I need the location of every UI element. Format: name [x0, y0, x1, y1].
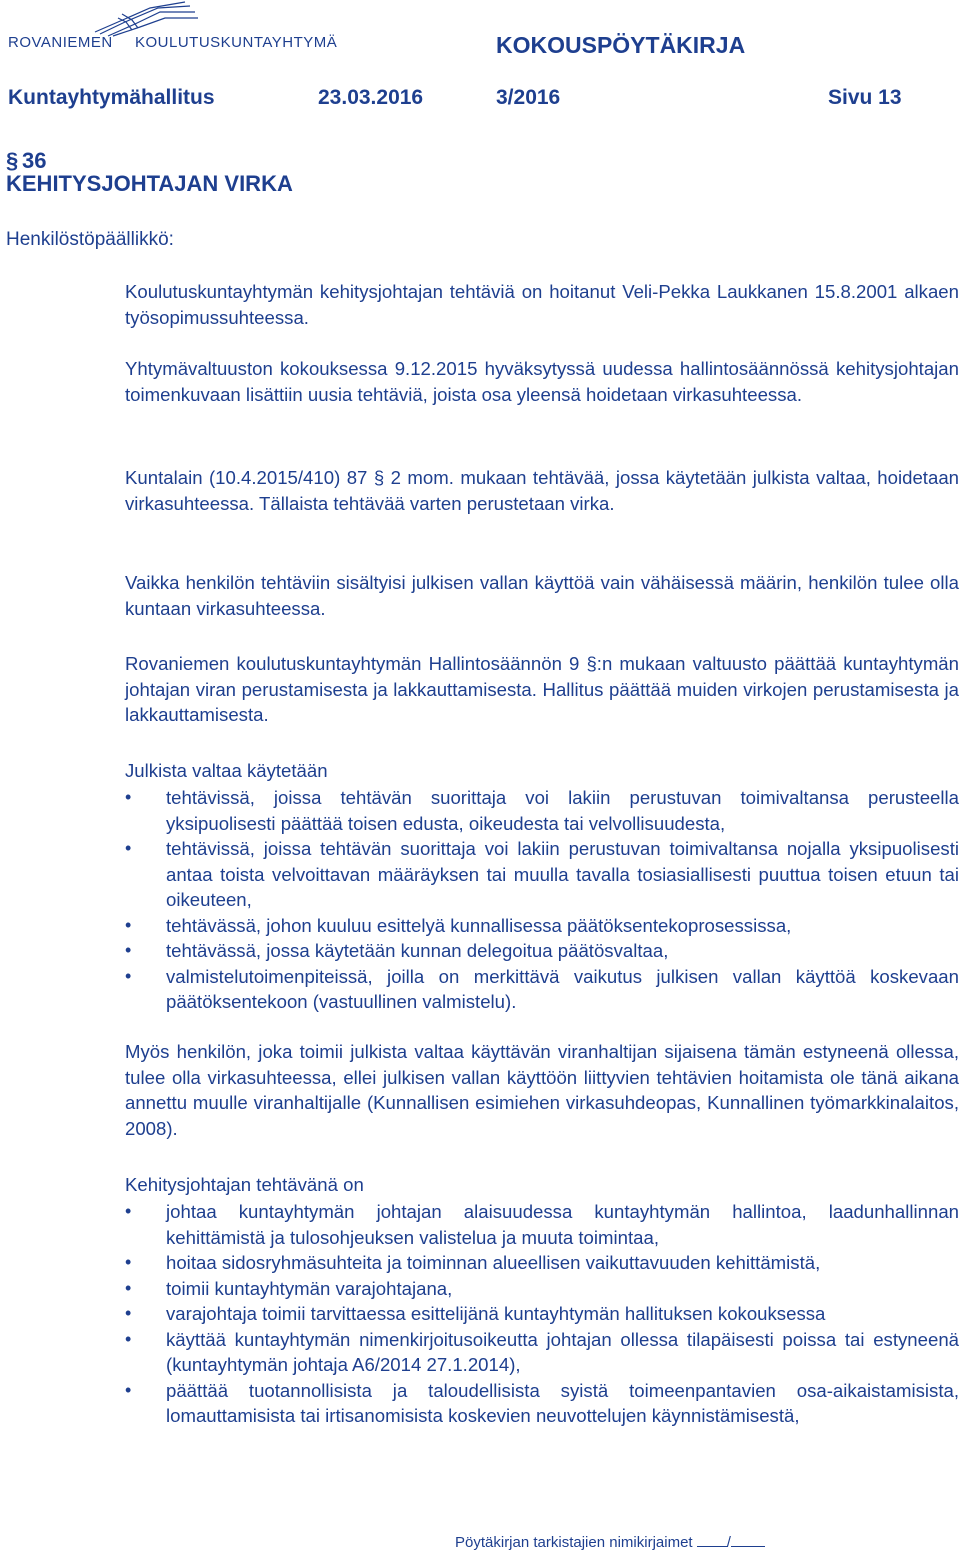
- list-item: • käyttää kuntayhtymän nimenkirjoitusoikeutta johtajan ollessa tilapäisesti poissa tai estyneenä (kuntayhtymän johtaja A6/2014 27.1.2014),: [125, 1327, 959, 1378]
- footer-label: Pöytäkirjan tarkistajien nimikirjaimet: [455, 1534, 693, 1551]
- paragraph-5: [125, 651, 959, 728]
- meeting-number: 3/2016: [496, 86, 561, 109]
- list-item: • johtaa kuntayhtymän johtajan alaisuudessa kuntayhtymän hallintoa, laadunhallinnan kehittämistä ja tulosohjeuksen valistelua ja muuta toimintaa,: [125, 1199, 959, 1250]
- paragraph-text: Vaikka henkilön tehtäviin sisältyisi julkisen vallan käyttöä vain vähäisessä määrin, henkilön tulee olla kuntaan virkasuhteessa.: [125, 572, 959, 619]
- initials-blank-1: [697, 1534, 727, 1547]
- list-item: • päättää tuotannollisista ja taloudellisista syistä toimeenpantavien osa-aikaistamisista, lomauttamisista tai irtisanomisista koskevien neuvottelujen käynnistämisestä,: [125, 1378, 959, 1429]
- list-heading-public-power: Julkista valtaa käytetään: [125, 760, 328, 781]
- presenter-label: Henkilöstöpäällikkö:: [6, 229, 174, 250]
- initials-blank-2: [731, 1534, 765, 1547]
- paragraph-6: [125, 1039, 959, 1141]
- meeting-date: 23.03.2016: [318, 86, 424, 109]
- paragraph-1: [125, 279, 959, 330]
- footer-initials: [455, 1534, 765, 1551]
- section-mark: §: [6, 148, 19, 173]
- paragraph-4: [125, 570, 959, 621]
- list-item: • varajohtaja toimii tarvittaessa esittelijänä kuntayhtymän hallituksen kokouksessa: [125, 1301, 959, 1327]
- page-number: Sivu 13: [828, 86, 902, 109]
- logo-text-koulutuskuntayhtyma: KOULUTUSKUNTAYHTYMÄ: [135, 34, 338, 51]
- logo-text-rovaniemen: ROVANIEMEN: [8, 34, 113, 51]
- organization-logo: [0, 0, 360, 60]
- list-item: • hoitaa sidosryhmäsuhteita ja toiminnan alueellisen vaikuttavuuden kehittämistä,: [125, 1250, 959, 1276]
- list-item: • tehtävässä, jossa käytetään kunnan delegoitua päätösvaltaa,: [125, 938, 959, 964]
- paragraph-text: Kuntalain (10.4.2015/410) 87 § 2 mom. mukaan tehtävää, jossa käytetään julkista valtaa, hoidetaan virkasuhteessa. Tällaista tehtävää varten perustetaan virka.: [125, 467, 959, 514]
- paragraph-2: [125, 356, 959, 407]
- list-item: • valmistelutoimenpiteissä, joilla on merkittävä vaikutus julkisen vallan käyttöä koskevaan päätöksentekoon (vastuullinen valmistelu).: [125, 964, 959, 1015]
- paragraph-text: Myös henkilön, joka toimii julkista valtaa käyttävän viranhaltijan sijaisena tämän estyneenä ollessa, tulee olla virkasuhteessa, ellei julkisen vallan käyttöön liittyvien tehtävien hoitamista ole tänä aikana annettu muulle viranhaltijalle (Kunnallisen esimiehen virkasuhdeopas, Kunnallinen työmarkkinalaitos, 2008).: [125, 1041, 959, 1139]
- list-item: • toimii kuntayhtymän varajohtajana,: [125, 1276, 959, 1302]
- paragraph-text: Koulutuskuntayhtymän kehitysjohtajan tehtäviä on hoitanut Veli-Pekka Laukkanen 15.8.2001 alkaen työsopimussuhteessa.: [125, 281, 959, 328]
- section-number: 36: [22, 148, 47, 173]
- section-title: KEHITYSJOHTAJAN VIRKA: [6, 171, 293, 196]
- document-type: KOKOUSPÖYTÄKIRJA: [496, 32, 746, 58]
- meeting-header: [8, 86, 928, 114]
- list-public-power: [125, 785, 959, 1015]
- paragraph-text: Rovaniemen koulutuskuntayhtymän Hallintosäännön 9 §:n mukaan valtuusto päättää kuntayhtymän johtajan viran perustamisesta ja lakkauttamisesta. Hallitus päättää muiden virkojen perustamisesta ja lakkauttamisesta.: [125, 653, 959, 725]
- list-duties: [125, 1199, 959, 1429]
- list-heading-duties: Kehitysjohtajan tehtävänä on: [125, 1174, 364, 1195]
- paragraph-3: [125, 465, 959, 516]
- paragraph-text: Yhtymävaltuuston kokouksessa 9.12.2015 hyväksytyssä uudessa hallintosäännössä kehitysjohtajan toimenkuvaan lisättiin uusia tehtäviä, joista osa yleensä hoidetaan virkasuhteessa.: [125, 358, 959, 405]
- list-item: • tehtävässä, johon kuuluu esittelyä kunnallisessa päätöksentekoprosessissa,: [125, 913, 959, 939]
- list-item: • tehtävissä, joissa tehtävän suorittaja voi lakiin perustuvan toimivaltansa perusteella yksipuolisesti päättää toisen edusta, oikeudesta tai velvollisuudesta,: [125, 785, 959, 836]
- organ-name: Kuntayhtymähallitus: [8, 86, 215, 109]
- footer-separator: /: [726, 1534, 731, 1551]
- list-item: • tehtävissä, joissa tehtävän suorittaja voi lakiin perustuvan toimivaltansa nojalla yksipuolisesti antaa toista velvoittavan määräyksen tai muulla tavalla tosiasiallisesti puuttua toisen etuun tai oikeuteen,: [125, 836, 959, 913]
